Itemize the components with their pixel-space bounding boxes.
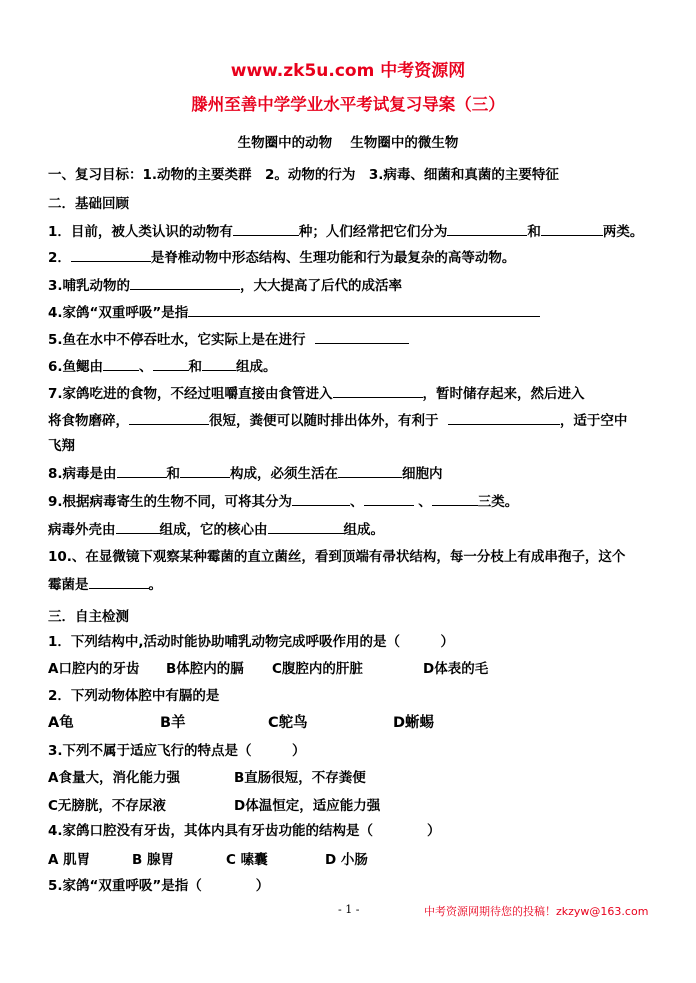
check-question-1: 1．下列结构中,活动时能协助哺乳动物完成呼吸作用的是（ ）: [48, 634, 455, 650]
basic-question-2: 2． 是脊椎动物中形态结构、生理功能和行为最复杂的高等动物。: [48, 250, 516, 266]
document-subtitle: 生物圈中的动物 生物圈中的微生物: [237, 135, 459, 151]
basic-question-10: 10.、在显微镜下观察某种霉菌的直立菌丝，看到顶端有帚状结构，每一分枝上有成串孢子，这个: [48, 549, 626, 565]
basic-question-9-cont: 病毒外壳由 组成，它的核心由 组成。: [48, 522, 384, 538]
check-question-5: 5.家鸽“双重呼吸”是指（ ）: [48, 878, 270, 894]
basic-question-1: 1．目前，被人类认识的动物有 种；人们经常把它们分为 和 两类。: [48, 224, 644, 240]
basic-question-7-end: 飞翔: [48, 438, 75, 454]
check-question-2: 2．下列动物体腔中有膈的是: [48, 688, 220, 704]
basic-question-6: 6.鱼鳃由 、 和 组成。: [48, 359, 277, 375]
section-self-check-heading: 三．自主检测: [48, 609, 129, 625]
basic-question-7: 7.家鸽吃进的食物，不经过咀嚼直接由食管进入 ，暂时储存起来，然后进入: [48, 386, 585, 402]
basic-question-9: 9.根据病毒寄生的生物不同，可将其分为 、 、 三类。: [48, 494, 519, 510]
page-number: - 1 -: [338, 903, 360, 916]
check-question-3: 3.下列不属于适应飞行的特点是（ ）: [48, 743, 306, 759]
section-basics-heading: 二．基础回顾: [48, 196, 129, 212]
site-banner[interactable]: www.zk5u.com 中考资源网: [230, 61, 466, 81]
basic-question-10-cont: 霉菌是 。: [48, 577, 162, 593]
document-title: 滕州至善中学学业水平考试复习导案（三）: [191, 95, 505, 114]
section-goals: 一、复习目标：1.动物的主要类群 2。动物的行为 3.病毒、细菌和真菌的主要特征: [48, 167, 559, 183]
basic-question-7-cont: 将食物磨碎， 很短，粪便可以随时排出体外，有利于 ，适于空中: [48, 413, 628, 429]
basic-question-4: 4.家鸽“双重呼吸”是指: [48, 303, 540, 322]
check-question-4: 4.家鸽口腔没有牙齿，其体内具有牙齿功能的结构是（ ）: [48, 823, 441, 839]
basic-question-5: 5.鱼在水中不停吞吐水，它实际上是在进行: [48, 330, 409, 349]
basic-question-3: 3.哺乳动物的 ，大大提高了后代的成活率: [48, 278, 403, 294]
footer-promo-link[interactable]: 中考资源网期待您的投稿！zkzyw@163.com: [424, 905, 649, 918]
basic-question-8: 8.病毒是由 和 构成，必须生活在 细胞内: [48, 466, 443, 482]
